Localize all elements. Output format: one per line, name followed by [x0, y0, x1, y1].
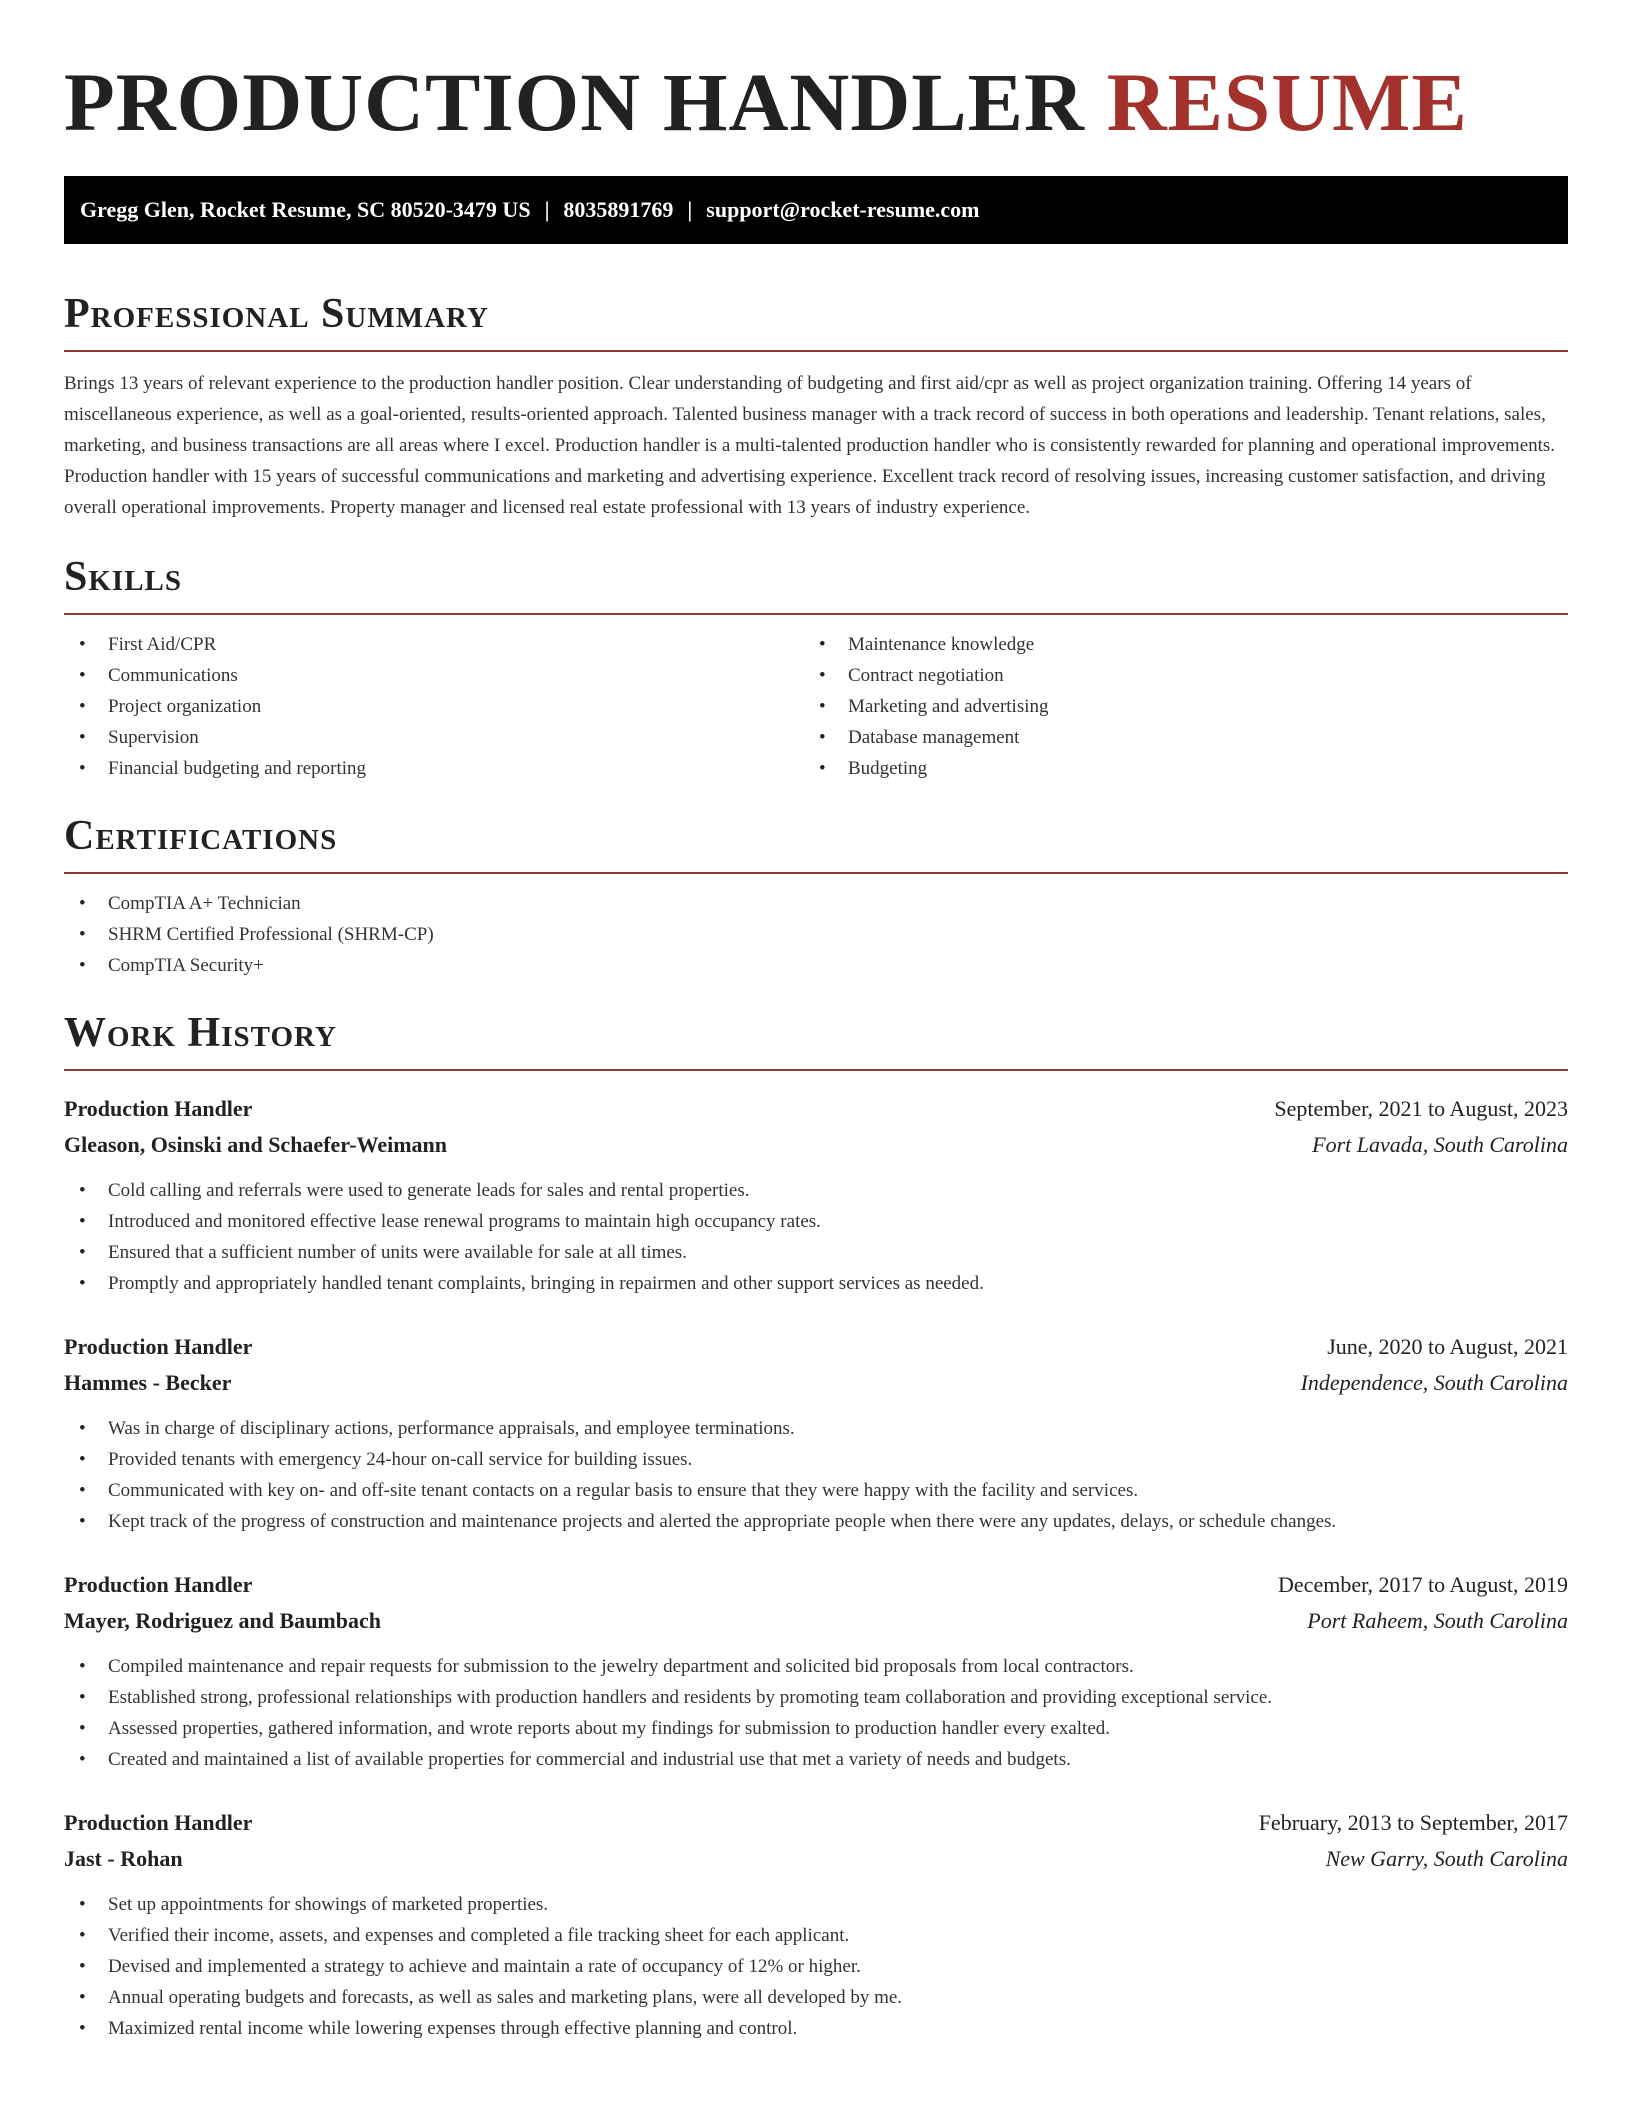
summary-text: Brings 13 years of relevant experience to the production handler position. Clear understanding of budgeting and first aid/cpr as well as project organization training. Offering 14 years of miscellaneous experience, as well as a goal-oriented, results-oriented approach. Talented business manager with a track record of success in both operations and leadership. Tenant relations, sales, marketing, and business transactions are all areas where I excel. Production handler is a multi-talented production handler who is consistently rewarded for planning and operational improvements. Production handler with 15 years of successful communications and marketing and advertising experience. Excellent track record of resolving issues, increasing customer satisfaction, and driving overall operational improvements. Property manager and licensed real estate professional with 13 years of industry experience.	[64, 373, 1556, 518]
skills-heading: Skills	[64, 553, 1568, 615]
certification-item: • CompTIA Security+	[64, 950, 1568, 981]
certifications-list	[64, 888, 1568, 981]
skill-item: • Maintenance knowledge	[804, 629, 1544, 660]
job-location: Independence, South Carolina	[1300, 1370, 1568, 1395]
job-bullet: • Introduced and monitored effective lease renewal programs to maintain high occupancy rates.	[64, 1206, 1568, 1237]
work-history-section	[64, 1009, 1568, 2044]
job-location: Fort Lavada, South Carolina	[1312, 1132, 1568, 1157]
resume-title-main: PRODUCTION HANDLER	[64, 56, 1085, 148]
job-header-row	[64, 1805, 1568, 1841]
job-entry	[64, 1567, 1568, 1775]
job-dates: February, 2013 to September, 2017	[1258, 1810, 1568, 1835]
skill-item: • Marketing and advertising	[804, 691, 1544, 722]
job-bullet: • Communicated with key on- and off-site tenant contacts on a regular basis to ensure that they were happy with the facility and services.	[64, 1475, 1568, 1506]
skills-list-right	[804, 629, 1544, 784]
job-bullet: • Verified their income, assets, and expenses and completed a file tracking sheet for each applicant.	[64, 1920, 1568, 1951]
job-title: Production Handler	[64, 1334, 253, 1359]
job-header-row	[64, 1091, 1568, 1127]
skills-section	[64, 553, 1568, 784]
job-employer-row	[64, 1841, 1568, 1877]
certification-item: • SHRM Certified Professional (SHRM-CP)	[64, 919, 1568, 950]
job-company: Gleason, Osinski and Schaefer-Weimann	[64, 1132, 448, 1157]
skill-item: • Contract negotiation	[804, 660, 1544, 691]
job-title: Production Handler	[64, 1810, 253, 1835]
job-title: Production Handler	[64, 1096, 253, 1121]
job-bullet: • Created and maintained a list of available properties for commercial and industrial use that met a variety of needs and budgets.	[64, 1744, 1568, 1775]
job-bullets	[64, 1413, 1568, 1537]
contact-email: support@rocket-resume.com	[706, 197, 980, 222]
job-bullets	[64, 1889, 1568, 2044]
job-dates: December, 2017 to August, 2019	[1278, 1572, 1568, 1597]
job-bullet: • Maximized rental income while lowering expenses through effective planning and control.	[64, 2013, 1568, 2044]
job-location: Port Raheem, South Carolina	[1307, 1608, 1568, 1633]
job-location: New Garry, South Carolina	[1325, 1846, 1568, 1871]
job-bullet: • Cold calling and referrals were used to generate leads for sales and rental properties.	[64, 1175, 1568, 1206]
certifications-section	[64, 812, 1568, 981]
skill-item: • Communications	[64, 660, 804, 691]
contact-separator: |	[687, 197, 693, 222]
job-bullet: • Provided tenants with emergency 24-hour on-call service for building issues.	[64, 1444, 1568, 1475]
job-company: Hammes - Becker	[64, 1370, 232, 1395]
job-company: Mayer, Rodriguez and Baumbach	[64, 1608, 381, 1633]
job-employer-row	[64, 1127, 1568, 1163]
job-dates: September, 2021 to August, 2023	[1274, 1096, 1568, 1121]
skills-list-left	[64, 629, 804, 784]
skill-item: • Budgeting	[804, 753, 1544, 784]
resume-title	[64, 0, 1568, 148]
job-header-row	[64, 1567, 1568, 1603]
contact-separator: |	[544, 197, 550, 222]
certification-item: • CompTIA A+ Technician	[64, 888, 1568, 919]
job-bullet: • Promptly and appropriately handled tenant complaints, bringing in repairmen and other support services as needed.	[64, 1268, 1568, 1299]
job-bullet: • Annual operating budgets and forecasts, as well as sales and marketing plans, were all developed by me.	[64, 1982, 1568, 2013]
job-employer-row	[64, 1365, 1568, 1401]
skill-item: • Project organization	[64, 691, 804, 722]
job-bullets	[64, 1651, 1568, 1775]
contact-bar	[64, 176, 1568, 244]
job-bullet: • Was in charge of disciplinary actions, performance appraisals, and employee terminations.	[64, 1413, 1568, 1444]
job-bullet: • Set up appointments for showings of marketed properties.	[64, 1889, 1568, 1920]
job-entry	[64, 1329, 1568, 1537]
resume-title-accent: RESUME	[1106, 56, 1468, 148]
job-bullet: • Kept track of the progress of construction and maintenance projects and alerted the appropriate people when there were any updates, delays, or schedule changes.	[64, 1506, 1568, 1537]
job-bullets	[64, 1175, 1568, 1299]
skill-item: • Financial budgeting and reporting	[64, 753, 804, 784]
job-entry	[64, 1805, 1568, 2044]
work-history-heading: Work History	[64, 1009, 1568, 1071]
contact-phone: 8035891769	[563, 197, 674, 222]
job-bullet: • Devised and implemented a strategy to achieve and maintain a rate of occupancy of 12% or higher.	[64, 1951, 1568, 1982]
skill-item: • First Aid/CPR	[64, 629, 804, 660]
job-bullet: • Compiled maintenance and repair requests for submission to the jewelry department and solicited bid proposals from local contractors.	[64, 1651, 1568, 1682]
job-dates: June, 2020 to August, 2021	[1327, 1334, 1568, 1359]
contact-address: Gregg Glen, Rocket Resume, SC 80520-3479 US	[80, 197, 531, 222]
job-header-row	[64, 1329, 1568, 1365]
skills-grid	[64, 629, 1568, 784]
summary-heading: Professional Summary	[64, 290, 1568, 352]
job-bullet: • Assessed properties, gathered information, and wrote reports about my findings for submission to production handler every exalted.	[64, 1713, 1568, 1744]
job-bullet: • Established strong, professional relationships with production handlers and residents by promoting team collaboration and providing exceptional service.	[64, 1682, 1568, 1713]
job-bullet: • Ensured that a sufficient number of units were available for sale at all times.	[64, 1237, 1568, 1268]
job-title: Production Handler	[64, 1572, 253, 1597]
skill-item: • Supervision	[64, 722, 804, 753]
certifications-heading: Certifications	[64, 812, 1568, 874]
job-employer-row	[64, 1603, 1568, 1639]
summary-section	[64, 290, 1568, 523]
skill-item: • Database management	[804, 722, 1544, 753]
job-entry	[64, 1091, 1568, 1299]
job-company: Jast - Rohan	[64, 1846, 183, 1871]
